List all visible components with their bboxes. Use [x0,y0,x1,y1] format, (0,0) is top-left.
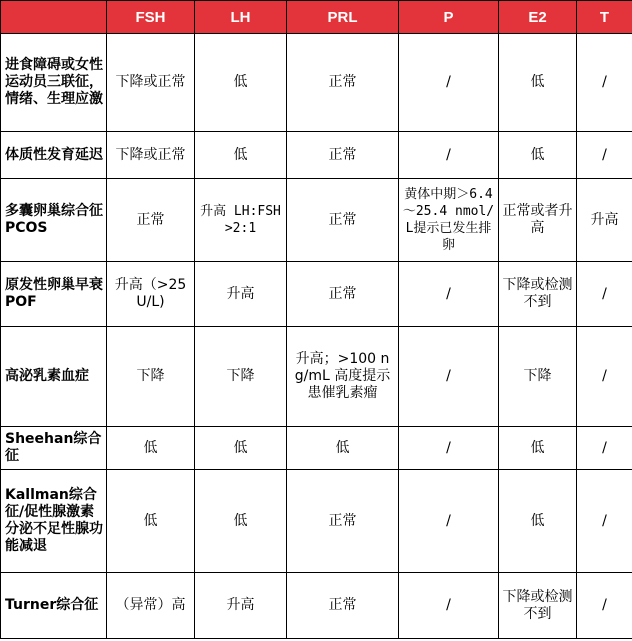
p-cell: / [399,132,499,179]
header-fsh: FSH [107,1,195,34]
e2-cell: 低 [499,132,577,179]
header-t: T [577,1,632,34]
header-row [1,1,632,34]
lh-cell: 升高 LH:FSH>2:1 [195,179,287,262]
prl-cell: 正常 [287,132,399,179]
prl-cell: 正常 [287,34,399,132]
table-row [1,427,632,470]
header-lh: LH [195,1,287,34]
lh-cell: 低 [195,470,287,573]
table-row [1,132,632,179]
e2-cell: 下降 [499,327,577,427]
fsh-cell: 下降或正常 [107,132,195,179]
t-cell: / [577,327,632,427]
header-e2: E2 [499,1,577,34]
t-cell: / [577,34,632,132]
header-prl: PRL [287,1,399,34]
condition-cell: Kallman综合征/促性腺激素分泌不足性腺功能减退 [1,470,107,573]
fsh-cell: 下降 [107,327,195,427]
table-row [1,573,632,639]
e2-cell: 下降或检测不到 [499,573,577,639]
table-row [1,179,632,262]
table-row [1,327,632,427]
p-cell: / [399,327,499,427]
t-cell: / [577,573,632,639]
lh-cell: 低 [195,34,287,132]
fsh-cell: 低 [107,427,195,470]
condition-cell: Turner综合征 [1,573,107,639]
e2-cell: 下降或检测不到 [499,262,577,327]
p-cell: / [399,262,499,327]
e2-cell: 低 [499,427,577,470]
condition-cell: Sheehan综合征 [1,427,107,470]
e2-cell: 低 [499,470,577,573]
condition-cell: 进食障碍或女性运动员三联征，情绪、生理应激 [1,34,107,132]
condition-cell: 高泌乳素血症 [1,327,107,427]
fsh-cell: 升高（>25U/L) [107,262,195,327]
t-cell: / [577,470,632,573]
header-p: P [399,1,499,34]
fsh-cell: 正常 [107,179,195,262]
prl-cell: 升高；>100 ng/mL 高度提示患催乳素瘤 [287,327,399,427]
p-cell: / [399,427,499,470]
table-row [1,470,632,573]
t-cell: / [577,427,632,470]
t-cell: 升高 [577,179,632,262]
e2-cell: 正常或者升高 [499,179,577,262]
p-cell: / [399,34,499,132]
p-cell: / [399,573,499,639]
p-cell: 黄体中期＞6.4～25.4 nmol/L提示已发生排卵 [399,179,499,262]
e2-cell: 低 [499,34,577,132]
lh-cell: 低 [195,132,287,179]
fsh-cell: 低 [107,470,195,573]
prl-cell: 正常 [287,179,399,262]
condition-cell: 体质性发育延迟 [1,132,107,179]
table-row [1,262,632,327]
prl-cell: 正常 [287,573,399,639]
condition-cell: 原发性卵巢早衰 POF [1,262,107,327]
condition-cell: 多囊卵巢综合征 PCOS [1,179,107,262]
prl-cell: 低 [287,427,399,470]
prl-cell: 正常 [287,470,399,573]
t-cell: / [577,262,632,327]
prl-cell: 正常 [287,262,399,327]
fsh-cell: （异常）高 [107,573,195,639]
p-cell: / [399,470,499,573]
lh-cell: 低 [195,427,287,470]
fsh-cell: 下降或正常 [107,34,195,132]
lh-cell: 下降 [195,327,287,427]
header-corner [1,1,107,34]
lh-cell: 升高 [195,262,287,327]
table-row [1,34,632,132]
lh-cell: 升高 [195,573,287,639]
t-cell: / [577,132,632,179]
